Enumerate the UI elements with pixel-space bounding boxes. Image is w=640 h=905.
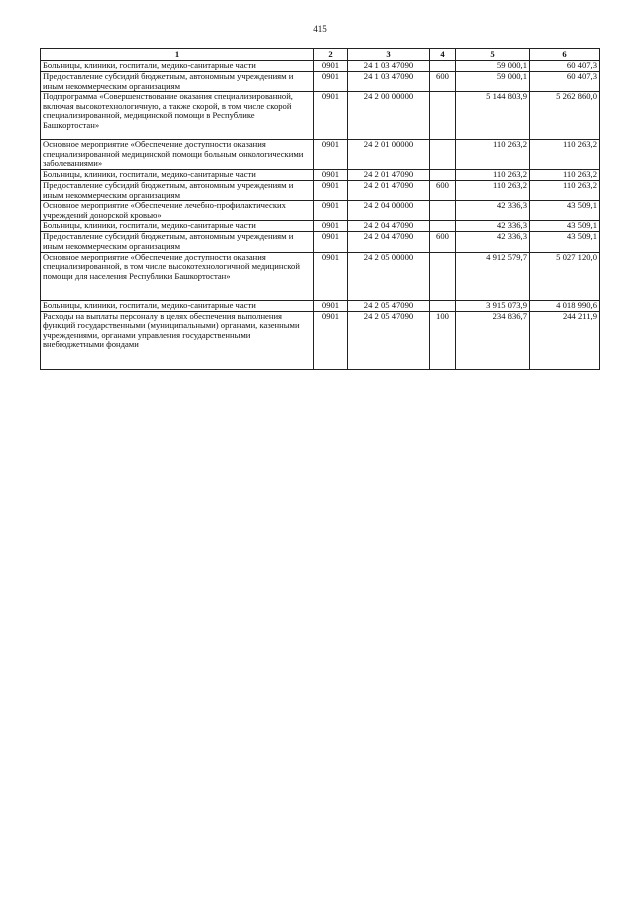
amount-year1-cell: 3 915 073,9 — [456, 300, 530, 311]
table-row — [41, 180, 600, 200]
amount-year1-cell: 110 263,2 — [456, 169, 530, 180]
row-name-cell: Основное мероприятие «Обеспечение лечебно-профилактических учреждений донорской кровью» — [41, 201, 314, 221]
row-name-cell: Больницы, клиники, госпитали, медико-санитарные части — [41, 300, 314, 311]
section-code-cell: 0901 — [314, 232, 348, 252]
expense-type-cell — [430, 140, 456, 170]
amount-year1-cell: 4 912 579,7 — [456, 252, 530, 300]
expense-type-cell: 600 — [430, 232, 456, 252]
section-code-cell: 0901 — [314, 201, 348, 221]
table-row — [41, 232, 600, 252]
section-code-cell: 0901 — [314, 92, 348, 140]
amount-year2-cell: 110 263,2 — [530, 140, 600, 170]
amount-year2-cell: 43 509,1 — [530, 232, 600, 252]
row-name-cell: Больницы, клиники, госпитали, медико-санитарные части — [41, 61, 314, 72]
expense-type-cell — [430, 201, 456, 221]
amount-year1-cell: 234 836,7 — [456, 311, 530, 369]
table-row — [41, 221, 600, 232]
table-row — [41, 311, 600, 369]
table-row — [41, 140, 600, 170]
table-row — [41, 92, 600, 140]
row-name-cell: Предоставление субсидий бюджетным, автономным учреждениям и иным некоммерческим организациям — [41, 232, 314, 252]
amount-year1-cell: 59 000,1 — [456, 61, 530, 72]
target-article-cell: 24 2 00 00000 — [348, 92, 430, 140]
row-name-cell: Подпрограмма «Совершенствование оказания специализированной, включая высокотехнологичную, а также скорой, в том числе скорой специализированной, медицинской помощи в Республике Башкортостан» — [41, 92, 314, 140]
target-article-cell: 24 2 01 47090 — [348, 180, 430, 200]
expense-type-cell: 100 — [430, 311, 456, 369]
row-name-cell: Предоставление субсидий бюджетным, автономным учреждениям и иным некоммерческим организациям — [41, 72, 314, 92]
amount-year2-cell: 43 509,1 — [530, 201, 600, 221]
row-name-cell: Основное мероприятие «Обеспечение доступности оказания специализированной медицинской помощи больным онкологическими заболеваниями» — [41, 140, 314, 170]
row-name-cell: Предоставление субсидий бюджетным, автономным учреждениям и иным некоммерческим организациям — [41, 180, 314, 200]
budget-table — [40, 48, 600, 370]
header-row — [41, 49, 600, 61]
section-code-cell: 0901 — [314, 72, 348, 92]
table-row — [41, 300, 600, 311]
target-article-cell: 24 2 01 00000 — [348, 140, 430, 170]
expense-type-cell — [430, 252, 456, 300]
section-code-cell: 0901 — [314, 61, 348, 72]
expense-type-cell — [430, 300, 456, 311]
row-name-cell: Расходы на выплаты персоналу в целях обеспечения выполнения функций государственными (муниципальными) органами, казенными учреждениями, органами управления государственными внебюджетными фондами — [41, 311, 314, 369]
target-article-cell: 24 2 05 00000 — [348, 252, 430, 300]
amount-year2-cell: 5 027 120,0 — [530, 252, 600, 300]
amount-year1-cell: 42 336,3 — [456, 221, 530, 232]
expense-type-cell — [430, 221, 456, 232]
column-header: 5 — [456, 49, 530, 61]
table-row — [41, 252, 600, 300]
amount-year2-cell: 110 263,2 — [530, 180, 600, 200]
expense-type-cell: 600 — [430, 72, 456, 92]
target-article-cell: 24 2 01 47090 — [348, 169, 430, 180]
amount-year2-cell: 5 262 860,0 — [530, 92, 600, 140]
amount-year2-cell: 244 211,9 — [530, 311, 600, 369]
expense-type-cell — [430, 61, 456, 72]
amount-year2-cell: 60 407,3 — [530, 61, 600, 72]
table-row — [41, 61, 600, 72]
table-row — [41, 201, 600, 221]
amount-year2-cell: 43 509,1 — [530, 221, 600, 232]
column-header: 6 — [530, 49, 600, 61]
target-article-cell: 24 1 03 47090 — [348, 72, 430, 92]
expense-type-cell: 600 — [430, 180, 456, 200]
target-article-cell: 24 2 04 47090 — [348, 221, 430, 232]
section-code-cell: 0901 — [314, 180, 348, 200]
row-name-cell: Больницы, клиники, госпитали, медико-санитарные части — [41, 169, 314, 180]
expense-type-cell — [430, 92, 456, 140]
table-row — [41, 169, 600, 180]
target-article-cell: 24 2 05 47090 — [348, 300, 430, 311]
amount-year2-cell: 60 407,3 — [530, 72, 600, 92]
row-name-cell: Основное мероприятие «Обеспечение доступности оказания специализированной, в том числе высокотехнологичной медицинской помощи для населения Республики Башкортостан» — [41, 252, 314, 300]
target-article-cell: 24 2 04 47090 — [348, 232, 430, 252]
expense-type-cell — [430, 169, 456, 180]
target-article-cell: 24 2 04 00000 — [348, 201, 430, 221]
column-header: 1 — [41, 49, 314, 61]
table-row — [41, 72, 600, 92]
target-article-cell: 24 1 03 47090 — [348, 61, 430, 72]
column-header: 2 — [314, 49, 348, 61]
amount-year1-cell: 42 336,3 — [456, 232, 530, 252]
section-code-cell: 0901 — [314, 221, 348, 232]
column-header: 3 — [348, 49, 430, 61]
row-name-cell: Больницы, клиники, госпитали, медико-санитарные части — [41, 221, 314, 232]
page-number: 415 — [313, 24, 327, 34]
target-article-cell: 24 2 05 47090 — [348, 311, 430, 369]
amount-year2-cell: 4 018 990,6 — [530, 300, 600, 311]
section-code-cell: 0901 — [314, 311, 348, 369]
section-code-cell: 0901 — [314, 169, 348, 180]
section-code-cell: 0901 — [314, 140, 348, 170]
column-header: 4 — [430, 49, 456, 61]
amount-year1-cell: 5 144 803,9 — [456, 92, 530, 140]
amount-year2-cell: 110 263,2 — [530, 169, 600, 180]
section-code-cell: 0901 — [314, 252, 348, 300]
amount-year1-cell: 59 000,1 — [456, 72, 530, 92]
amount-year1-cell: 110 263,2 — [456, 180, 530, 200]
amount-year1-cell: 42 336,3 — [456, 201, 530, 221]
section-code-cell: 0901 — [314, 300, 348, 311]
amount-year1-cell: 110 263,2 — [456, 140, 530, 170]
